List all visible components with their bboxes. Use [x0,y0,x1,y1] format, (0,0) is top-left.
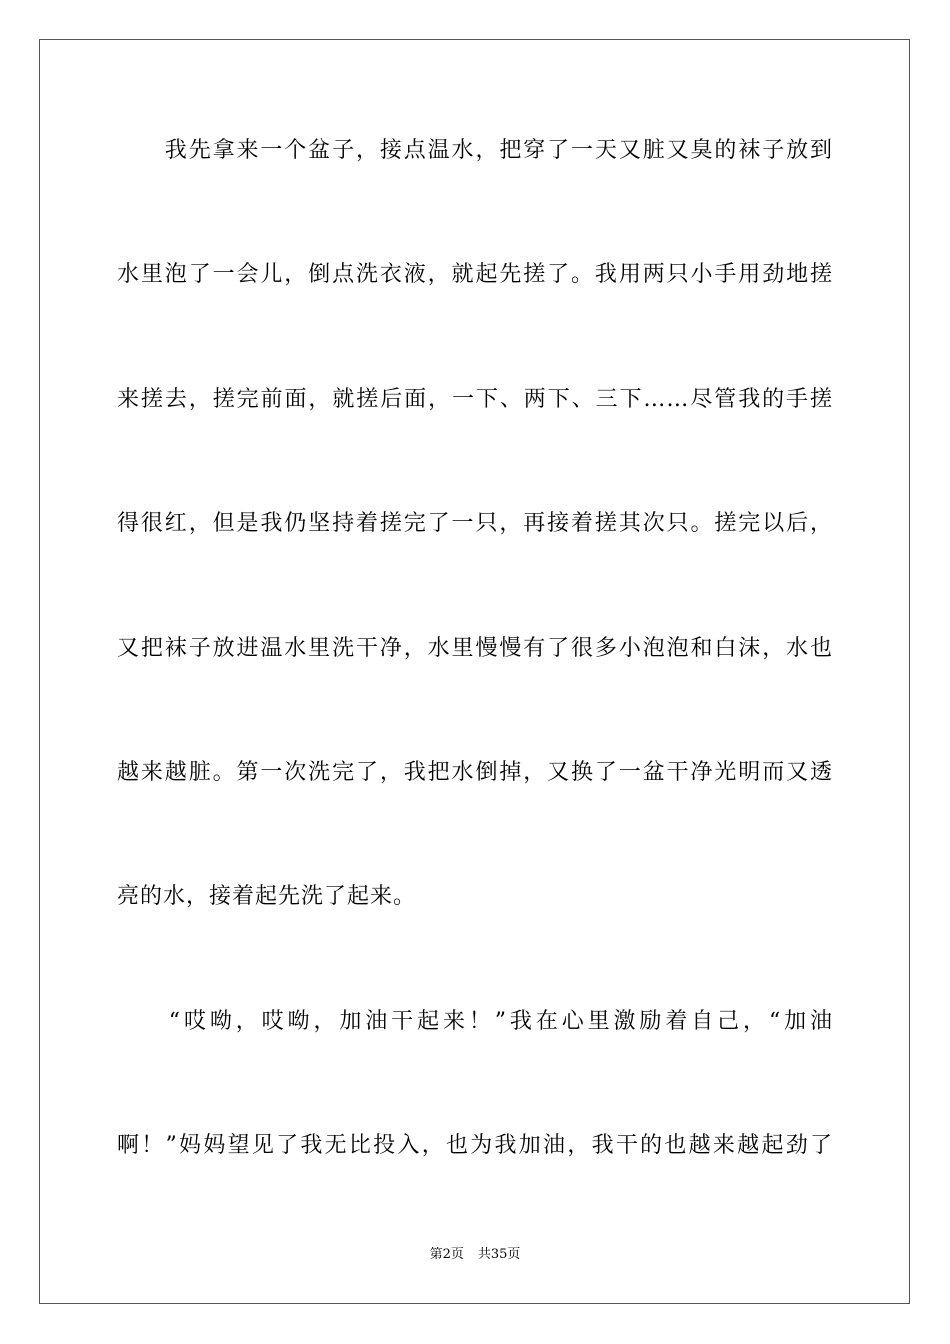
text-line: 啊！”妈妈望见了我无比投入，也为我加油，我干的也越来越起劲了 [117,1133,833,1158]
text-line: 亮的水，接着起先洗了起来。 [117,884,417,909]
text-line: 越来越脏。第一次洗完了，我把水倒掉，又换了一盆干净光明而又透 [117,760,833,785]
text-line: 又把袜子放进温水里洗干净，水里慢慢有了很多小泡泡和白沫，水也 [117,636,833,661]
text-line: 来搓去，搓完前面，就搓后面，一下、两下、三下……尽管我的手搓 [117,387,833,412]
page-total: 共35页 [477,1247,521,1262]
page-number: 第2页 [429,1247,464,1262]
page-frame [39,39,910,1304]
text-line: 我先拿来一个盆子，接点温水，把穿了一天又脏又臭的袜子放到 [117,138,833,163]
text-line: 水里泡了一会儿，倒点洗衣液，就起先搓了。我用两只小手用劲地搓 [117,262,833,287]
page-footer [0,1245,950,1265]
text-line: “哎呦，哎呦，加油干起来！”我在心里激励着自己，“加油 [117,1009,833,1034]
text-line: 得很红，但是我仍坚持着搓完了一只，再接着搓其次只。搓完以后， [117,511,833,536]
